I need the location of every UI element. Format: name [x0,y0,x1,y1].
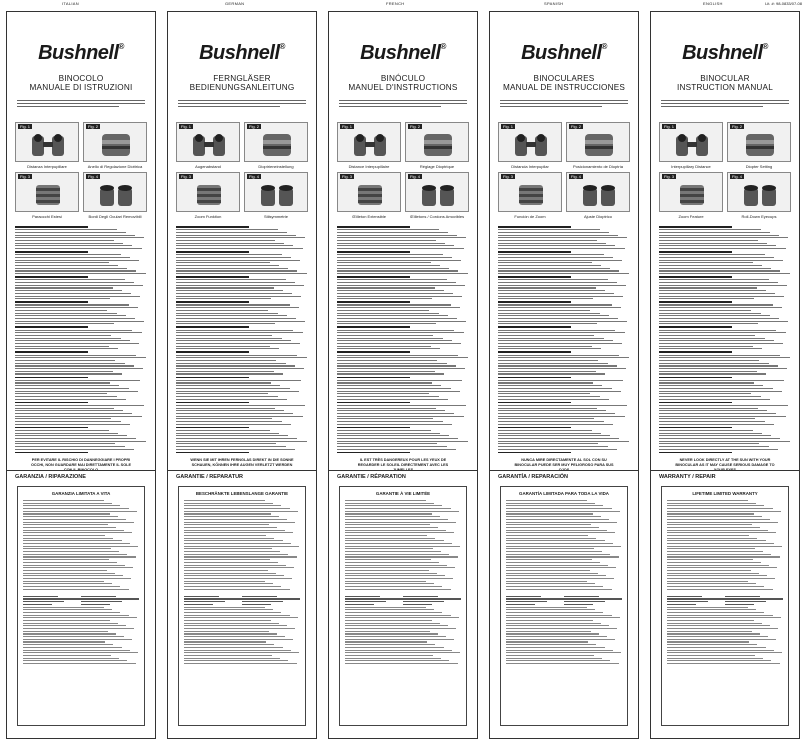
figure-4: Fig. 4 [83,172,147,212]
caption: Distancia Interpupilar [511,164,549,169]
caption: Paraocchi Estesi [32,214,62,219]
figure-row-2 [176,172,308,212]
service-addresses [506,596,622,607]
panel-title [7,74,155,92]
warranty-box [661,486,789,726]
warranty-heading: GARANZIA / RIPARAZIONE [15,474,86,480]
eyecup-icon [191,182,227,208]
figure-3: Fig. 3 [176,172,240,212]
intro-paragraph [339,100,467,116]
figure-captions-1 [659,164,791,169]
figure-1: Fig. 1 [498,122,562,162]
manual-title: MANUEL D'INSTRUCTIONS [348,83,458,92]
figure-1: Fig. 1 [659,122,723,162]
figure-row-1 [659,122,791,162]
figure-row-1 [176,122,308,162]
sun-warning: IL EST TRÈS DANGEREUX POUR LES YEUX DE REGARDER LE SOLEIL DIRECTEMENT AVEC LES [357,458,449,467]
warranty-heading: GARANTIE / RÉPARATION [337,474,406,480]
product-title: BINOCULAR [700,74,750,83]
caption: Zoom Feature [678,214,704,219]
instructions-body [176,224,308,455]
part-number: Lit. #: 98-0833/07-08 [765,1,802,6]
language-panel-spanish [489,11,639,739]
instructions-body [337,224,469,455]
diopter-ring-icon [581,132,617,158]
figure-row-2 [659,172,791,212]
caption: Bordi Degli Oculari Removibili [88,214,142,219]
eyecup-rolldown-icon [742,182,778,208]
panel-title [329,74,477,92]
diopter-ring-icon [98,132,134,158]
brand-logo: Bushnell® [682,42,768,64]
eyecup-rolldown-icon [581,182,617,208]
caption: Anello di Regolazione Diottrica [87,164,143,169]
manual-title: MANUAL DE INSTRUCCIONES [502,83,626,92]
figure-2: Fig. 2 [405,122,469,162]
sun-warning: NEVER LOOK DIRECTLY AT THE SUN WITH YOUR BINOCULAR AS IT MAY CAUSE SERIOUS DAMAGE TO [675,458,775,467]
figure-row-2 [337,172,469,212]
binocular-icon [30,132,66,158]
warranty-heading: GARANTÍA / REPARACIÓN [498,474,568,480]
divider [7,470,155,471]
figure-2: Fig. 2 [83,122,147,162]
figure-1: Fig. 1 [337,122,401,162]
caption: Œilleton Extensible [351,214,387,219]
figure-row-1 [498,122,630,162]
instructions-body [15,224,147,455]
manual-title: INSTRUCTION MANUAL [677,83,773,92]
warranty-title: GARANTIE À VIE LIMITÉE [375,491,431,496]
sun-warning: NUNCA MIRE DIRECTAMENTE AL SOL CON SU BINOCULAR PUEDE SER MUY PELIGROSO PARA SUS [514,458,614,467]
binocular-icon [352,132,388,158]
intro-paragraph [17,100,145,116]
service-addresses [345,596,461,607]
header-strip [0,0,808,8]
manual-title: BEDIENUNGSANLEITUNG [189,83,295,92]
figure-3: Fig. 3 [659,172,723,212]
eyecup-icon [352,182,388,208]
warranty-title: BESCHRÄNKTE LEBENSLANGE GARANTIE [195,491,289,496]
intro-paragraph [500,100,628,116]
caption: Roll-Down Eyecups [741,214,777,219]
figure-row-1 [337,122,469,162]
binocular-icon [191,132,227,158]
caption: Stilsymmetrie [263,214,288,219]
binocular-icon [513,132,549,158]
product-title: BINOCOLO [58,74,104,83]
figure-captions-2 [659,214,791,219]
divider [651,470,799,471]
warranty-heading: WARRANTY / REPAIR [659,474,716,480]
divider [490,470,638,471]
brand-logo: Bushnell® [360,42,446,64]
panel-title [168,74,316,92]
warranty-title: GARANTÍA LIMITADA PARA TODA LA VIDA [519,491,609,496]
warranty-box [17,486,145,726]
sun-warning: WENN SIE MIT IHREN FERNGLAS DIREKT IN DIE SONNE SCHAUEN, KÖNNEN IHRE AUGEN VERLETZT WERDEN [190,458,294,467]
instructions-body [498,224,630,455]
figure-4: Fig. 4 [244,172,308,212]
lang-label-english: ENGLISH [703,1,723,6]
product-title: FERNGLÄSER [213,74,271,83]
warranty-title: GARANZIA LIMITATA A VITA [51,491,111,496]
figure-2: Fig. 2 [566,122,630,162]
language-panel-german [167,11,317,739]
warranty-box [339,486,467,726]
brand-logo: Bushnell® [521,42,607,64]
caption: Zoom Funktion [194,214,222,219]
lang-label-italian: ITALIAN [62,1,79,6]
eyecup-rolldown-icon [420,182,456,208]
figure-3: Fig. 3 [498,172,562,212]
eyecup-rolldown-icon [259,182,295,208]
figure-captions-2 [15,214,147,219]
diopter-ring-icon [742,132,778,158]
figure-row-2 [15,172,147,212]
caption: Función de Zoom [514,214,546,219]
eyecup-rolldown-icon [98,182,134,208]
service-addresses [23,596,139,607]
figure-row-1 [15,122,147,162]
brand-logo: Bushnell® [199,42,285,64]
divider [168,470,316,471]
caption: Interpupillary Distance [671,164,711,169]
caption: Dioptrieneinstellung [258,164,294,169]
warranty-box [178,486,306,726]
figure-captions-1 [176,164,308,169]
figure-captions-2 [498,214,630,219]
figure-captions-2 [337,214,469,219]
caption: Ajuste Dioptrico [583,214,612,219]
divider [329,470,477,471]
lang-label-german: GERMAN [225,1,245,6]
caption: Distance Interpupillaire [348,164,390,169]
warranty-box [500,486,628,726]
service-addresses [667,596,783,607]
panel-title [651,74,799,92]
panel-title [490,74,638,92]
eyecup-icon [674,182,710,208]
language-panel-italian [6,11,156,739]
language-panel-french [328,11,478,739]
warranty-heading: GARANTIE / REPARATUR [176,474,244,480]
diopter-ring-icon [259,132,295,158]
figure-1: Fig. 1 [176,122,240,162]
figure-captions-1 [15,164,147,169]
lang-label-french: FRENCH [386,1,405,6]
lang-label-spanish: SPANISH [544,1,564,6]
caption: Posicionamiento de Dioptría [572,164,624,169]
intro-paragraph [661,100,789,116]
figure-2: Fig. 2 [727,122,791,162]
figure-2: Fig. 2 [244,122,308,162]
figure-captions-1 [337,164,469,169]
service-addresses [184,596,300,607]
caption: Augenabstand [195,164,221,169]
figure-captions-2 [176,214,308,219]
eyecup-icon [30,182,66,208]
figure-3: Fig. 3 [337,172,401,212]
diopter-ring-icon [420,132,456,158]
brand-logo: Bushnell® [38,42,124,64]
caption: Diopter Setting [745,164,773,169]
caption: Distanza Interpupillare [27,164,67,169]
language-panel-english [650,11,800,739]
caption: Réglage Dioptrique [419,164,455,169]
eyecup-icon [513,182,549,208]
intro-paragraph [178,100,306,116]
figure-1: Fig. 1 [15,122,79,162]
caption: Œilletons / Cordons Amovibles [409,214,465,219]
manual-title: MANUALE DI ISTRUZIONI [29,83,133,92]
product-title: BINÓCULO [380,74,426,83]
figure-captions-1 [498,164,630,169]
figure-3: Fig. 3 [15,172,79,212]
sun-warning: PER EVITARE IL RISCHIO DI DANNEGGIARE I PROPRI OCCHI, NON GUARDARE MAI DIRETTAMENTE IL SOLE [30,458,132,467]
figure-4: Fig. 4 [727,172,791,212]
instructions-body [659,224,791,455]
product-title: BINOCULARES [533,74,595,83]
figure-4: Fig. 4 [405,172,469,212]
binocular-icon [674,132,710,158]
warranty-title: LIFETIME LIMITED WARRANTY [692,491,758,496]
figure-row-2 [498,172,630,212]
figure-4: Fig. 4 [566,172,630,212]
